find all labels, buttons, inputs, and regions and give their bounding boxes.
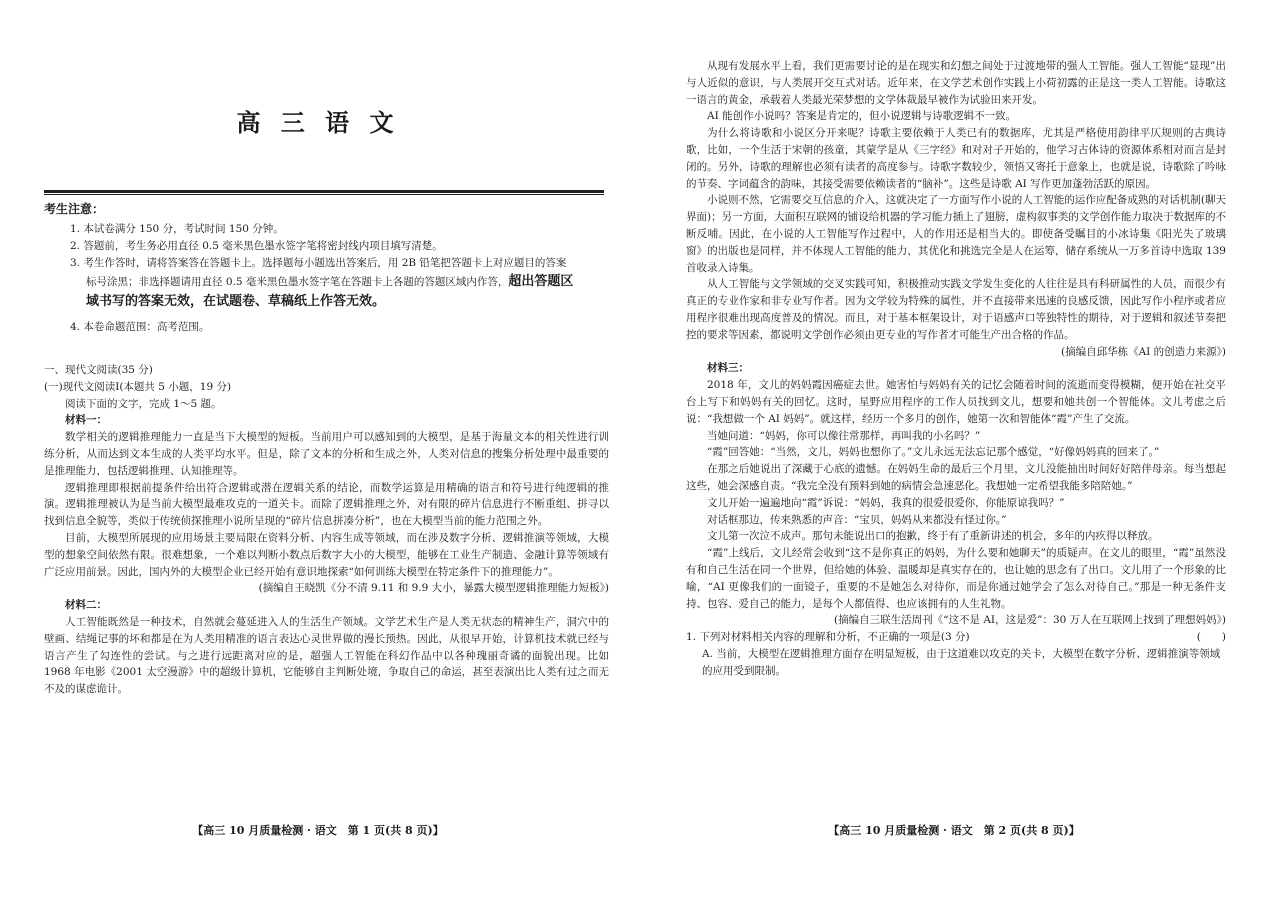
question-1-option-a: A. 当前，大模型在逻辑推理方面存在明显短板，由于这道难以攻克的关卡，大模型在数字分析、逻辑推演等领域的应用受到限制。 xyxy=(702,647,1221,677)
material-2-paragraph: 小说则不然，它需要交互信息的介入，这就决定了一方面写作小说的人工智能的运作应配备成熟的对话机制(聊天界面)；另一方面，大面积互联网的铺设给机器的学习能力插上了翅膀，虚构叙事类的文学创作能力取决于数据库的不断反哺。因此，在小说的人工智能写作过程中，人的作用还是相当大的。即使备受瞩目的小冰诗集《阳光失了玻璃窗》的出版也是同样，并不体现人工智能的能力，其优化和挑选完全是人在运筹，储存系统从一万多首诗中选取 139 首收录入诗集。 xyxy=(686,194,1226,274)
material-3-source: (摘编自三联生活周刊《“这不是 AI，这是爱”：30 万人在互联网上找到了理想妈妈》) xyxy=(834,614,1226,627)
material-1-label: 材料一： xyxy=(65,414,107,427)
material-2-source: (摘编自邱华栋《AI 的创造力来源》) xyxy=(1060,345,1226,358)
notice-item: 3. 考生作答时，请将答案答在答题卡上。选择题每小题选出答案后，用 2B 铅笔把答题卡上对应题目的答案 xyxy=(70,256,567,269)
notice-item: 1. 本试卷满分 150 分，考试时间 150 分钟。 xyxy=(70,223,284,236)
page-footer: 【高三 10 月质量检测 · 语文 第 1 页(共 8 页)】 xyxy=(192,824,444,837)
material-2-paragraph: 从人工智能与文学领域的交叉实践可知，积极推动实践文学发生变化的人往往是具有科研属性的人员，而很少有真正的专业作家和非专业写作者。因为文学较为特殊的属性，并不直接带来迅速的良感反馈，因此写作小程序或者应用程序很难出现高度普及的情况。而且，对于基本框架设计，对于语感声口等独特性的期待，对于逻辑和叙述节奏把控的要求等因素，都说明文学创作必须由更专业的写作者才可能生产出合格的作品。 xyxy=(686,278,1226,341)
material-3-paragraph: 2018 年，文儿的妈妈霞因癌症去世。她害怕与妈妈有关的记忆会随着时间的流逝而变得模糊，便开始在社交平台上写下和妈妈有关的回忆。这时，星野应用程序的工作人员找到文儿，想要和她共创一个智能体。文儿考虑之后说：“我想做一个 AI 妈妈”。就这样，经历一个多月的创作，她第一次和智能体“霞”产生了交流。 xyxy=(686,379,1226,425)
exam-title: 高 三 语 文 xyxy=(236,108,400,137)
notice-emphasis: 超出答题区 xyxy=(508,273,574,289)
material-2-paragraph: 人工智能既然是一种技术，自然就会蔓延进入人的生活生产领域。文学艺术生产是人类无状态的精神生产，洞穴中的壁画、结绳记事的坏和都是在为人类用精准的语言表达心灵世界做的漫长预热。因此，从很早开始，计算机技术就已经与语言产生了勾连性的尝试。与之进行远距离对应的是，超强人工智能在科幻作品中以各种瑰丽奇谲的面貌出现。比如 1968 年电影《2001 太空漫游》中的超级计算机，它能够自主判断处境，争取自己的命运，甚至表演出比人类有过之而无不及的谋虑诡计。 xyxy=(44,615,609,696)
material-3-paragraph: 当她问道：“妈妈，你可以像往常那样，再叫我的小名吗？” xyxy=(707,429,981,442)
instruction: 阅读下面的文字，完成 1～5 题。 xyxy=(65,397,222,410)
material-3-paragraph: “霞”回答她：“当然，文儿，妈妈也想你了。”文儿永远无法忘记那个感觉，“好像妈妈真的回来了。” xyxy=(707,446,1160,459)
candidate-notice xyxy=(44,200,609,336)
question-1-stem: 1. 下列对材料相关内容的理解和分析，不正确的一项是(3 分) xyxy=(686,631,970,644)
answer-blank: ( ) xyxy=(1196,631,1226,644)
notice-item: 2. 答题前，考生务必用直径 0.5 毫米黑色墨水签字笔将密封线内项目填写清楚。 xyxy=(70,239,443,252)
page-2 xyxy=(636,0,1272,900)
title-rule xyxy=(44,190,604,193)
title-rule-thin xyxy=(44,194,604,195)
material-3-paragraph: 文儿第一次泣不成声。那句未能说出口的抱歉，终于有了重新讲述的机会，多年的内疚得以释放。 xyxy=(707,530,1159,543)
material-2-paragraph: AI 能创作小说吗？答案是肯定的，但小说逻辑与诗歌逻辑不一致。 xyxy=(707,110,1017,123)
reading-continued xyxy=(686,58,1226,679)
material-1-paragraph: 数学相关的逻辑推理能力一直是当下大模型的短板。当前用户可以感知到的大模型，是基于海量文本的相关性进行训练分析，从而达到文本生成的人类平均水平。但是，除了文本的分析和生成之外，人类对信息的搜集分析处理中最重要的是推理能力，包括逻辑推理、认知推理等。 xyxy=(44,431,609,477)
notice-text: 标号涂黑；非选择题请用直径 0.5 毫米黑色墨水签字笔在答题卡上各题的答题区域内作答， xyxy=(86,275,509,288)
material-2-paragraph: 从现有发展水平上看，我们更需要讨论的是在现实和幻想之间处于过渡地带的强人工智能。强人工智能“显现”出与人近似的意识，与人类展开交互式对话。近年来，在文学艺术创作实践上小荷初露的正是这一类人工智能。诗歌这一语言的黄金，承载着人类最光荣梦想的文学体裁最早被作为试验田来开发。 xyxy=(686,60,1226,106)
notice-item-continued xyxy=(44,272,609,293)
material-2-label: 材料二： xyxy=(65,599,107,612)
material-1-source: (摘编自王晓凯《分不清 9.11 和 9.9 大小，暴露大模型逻辑推理能力短板》) xyxy=(258,582,609,595)
material-3-paragraph: “霞”上线后，文儿经常会收到“这不是你真正的妈妈，为什么要和她聊天”的质疑声。在文儿的眼里，“霞”虽然没有和自己生活在同一个世界，但给她的体验、温暖却是真实存在的，也让她的思念有了出口。文儿用了一个形象的比喻，“AI 更像我们的一面镜子，重要的不是她怎么对待你，而是你通过她学会了怎么对待自己。”那是一种无条件支持、包容、爱自己的能力，是每个人都值得、也应该拥有的人生礼物。 xyxy=(686,547,1226,610)
page-footer: 【高三 10 月质量检测 · 语文 第 2 页(共 8 页)】 xyxy=(828,824,1080,837)
section-heading: 一、现代文阅读(35 分) xyxy=(44,364,153,376)
material-3-paragraph: 在那之后她说出了深藏于心底的遗憾。在妈妈生命的最后三个月里，文儿没能抽出时间好好陪伴母亲。每当想起这些，她会深感自责。“我完全没有预料到她的病情会急速恶化。我想她一定希望我能多陪陪她。” xyxy=(686,463,1226,492)
material-1-paragraph: 目前，大模型所展现的应用场景主要局限在资料分析、内容生成等领域，而在涉及数字分析、逻辑推演等领域，大模型的想象空间依然有限。很难想象，一个难以判断小数点后数字大小的大模型，能够在工业生产制造、金融计算等领域有广泛应用前景。因此，国内外的大模型企业已经开始有意识地探索“如何训练大模型在特定条件下的推理能力”。 xyxy=(44,531,609,578)
question-1 xyxy=(686,629,1226,646)
material-2-paragraph: 为什么将诗歌和小说区分开来呢？诗歌主要依赖于人类已有的数据库，尤其是严格使用韵律平仄规则的古典诗歌，比如，一个生活于宋朝的孩童，其蒙学是从《三字经》和对对子开始的，他学习古体诗的资源体系相对而言是封闭的。另外，诗歌的理解也必须有读者的高度参与。诗歌字数较少，领悟又寄托于意象上，也就是说，诗歌除了吟咏的节奏、字词蕴含的韵味，其接受需要依赖读者的“脑补”。这些是诗歌 AI 写作更加蓬勃活跃的原因。 xyxy=(686,127,1226,190)
material-3-paragraph: 对话框那边，传来熟悉的声音：“宝贝，妈妈从来都没有怪过你。” xyxy=(707,513,1007,526)
notice-item: 4. 本卷命题范围：高考范围。 xyxy=(70,321,210,334)
material-3-paragraph: 文儿开始一遍遍地向“霞”诉说：“妈妈，我真的很爱很爱你，你能原谅我吗？” xyxy=(707,496,1065,509)
notice-heading: 考生注意： xyxy=(44,202,105,216)
notice-emphasis-line: 域书写的答案无效，在试题卷、草稿纸上作答无效。 xyxy=(86,294,386,310)
reading-section xyxy=(44,362,609,698)
subsection-heading: (一)现代文阅读Ⅰ(本题共 5 小题，19 分) xyxy=(44,380,232,393)
material-1-paragraph: 逻辑推理即根据前提条件给出符合逻辑或潜在逻辑关系的结论，而数学运算是用精确的语言和符号进行纯逻辑的推演。逻辑推理被认为是当前大模型最难攻克的一道关卡。而除了逻辑推理之外，对有限的碎片信息进行不断重组、拼寻以找到信息全貌等，类似于传统侦探推理小说所呈现的“碎片信息拼凑分析”，也在大模型当前的能力范围之外。 xyxy=(44,481,609,528)
material-3-label: 材料三： xyxy=(707,362,749,375)
